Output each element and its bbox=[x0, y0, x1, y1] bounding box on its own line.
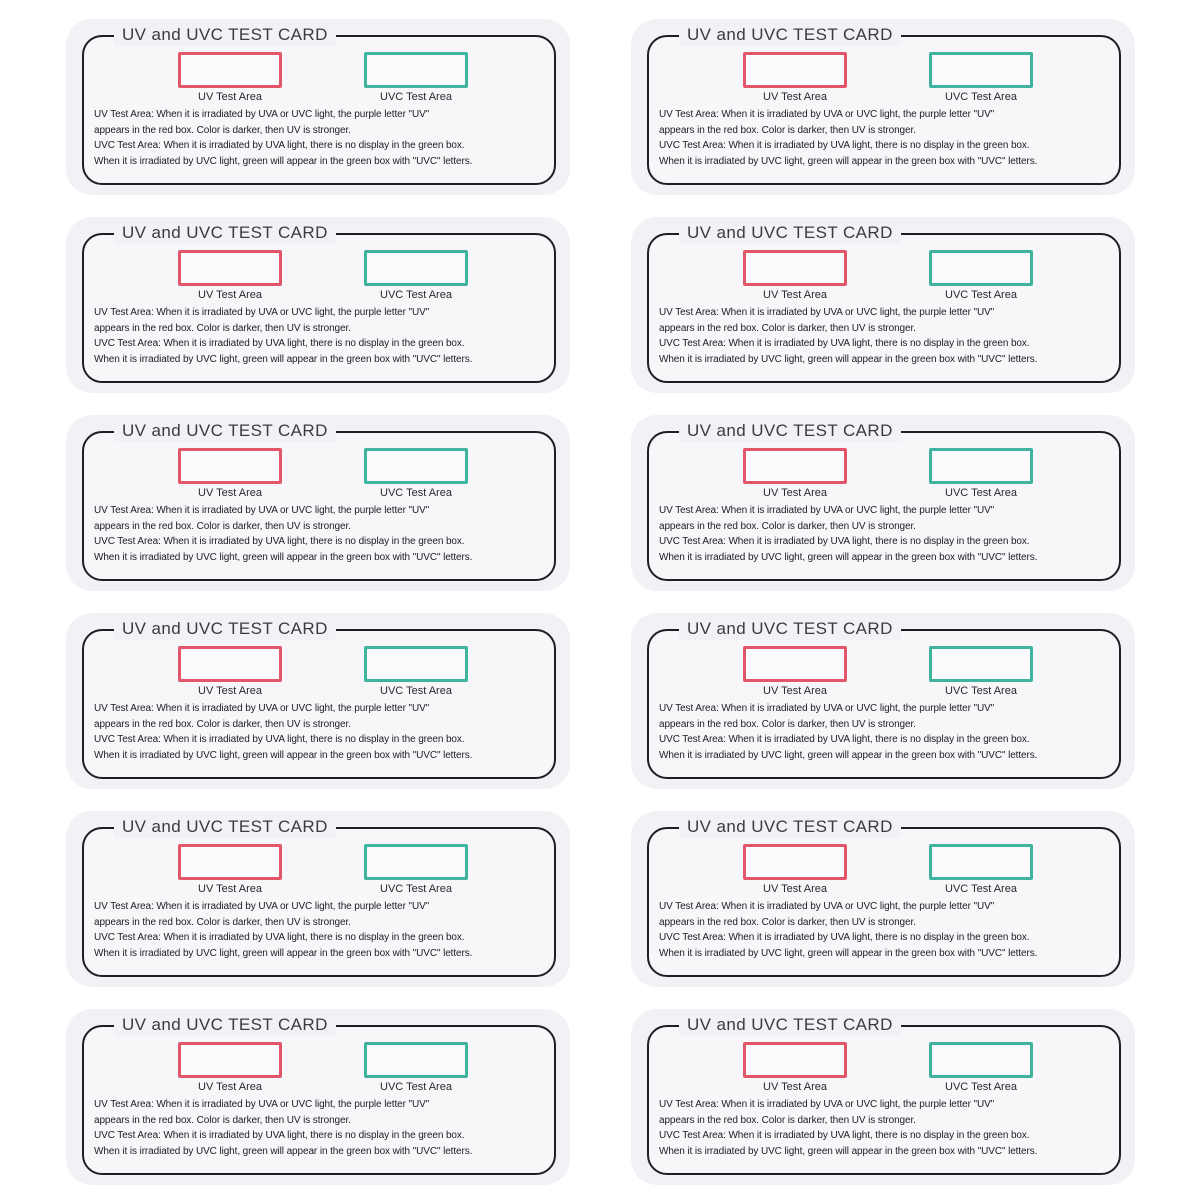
instruction-line: appears in the red box. Color is darker, then UV is stronger. bbox=[659, 322, 916, 334]
uvc-test-area-box bbox=[929, 1042, 1033, 1078]
uv-test-card bbox=[631, 217, 1135, 393]
uv-test-area-box bbox=[743, 250, 847, 286]
uv-test-area-label: UV Test Area bbox=[198, 487, 262, 499]
uvc-test-area-box bbox=[364, 844, 468, 880]
instruction-line: UV Test Area: When it is irradiated by UVA or UVC light, the purple letter "UV" bbox=[659, 901, 995, 912]
instruction-line: UV Test Area: When it is irradiated by UVA or UVC light, the purple letter "UV" bbox=[94, 703, 430, 714]
instruction-line: When it is irradiated by UVC light, green will appear in the green box with "UVC" letters. bbox=[94, 353, 473, 365]
uv-test-card bbox=[631, 613, 1135, 789]
uv-test-area-label: UV Test Area bbox=[198, 1081, 262, 1093]
uv-test-area-label: UV Test Area bbox=[198, 883, 262, 895]
instruction-line: UV Test Area: When it is irradiated by UVA or UVC light, the purple letter "UV" bbox=[94, 1099, 430, 1110]
instruction-line: UV Test Area: When it is irradiated by UVA or UVC light, the purple letter "UV" bbox=[94, 307, 430, 318]
uvc-test-area-label: UVC Test Area bbox=[945, 91, 1017, 103]
uvc-test-area-label: UVC Test Area bbox=[945, 289, 1017, 301]
instruction-line: appears in the red box. Color is darker, then UV is stronger. bbox=[659, 718, 916, 730]
uvc-test-area-box bbox=[364, 1042, 468, 1078]
card-title: UV and UVC TEST CARD bbox=[679, 24, 901, 46]
uv-test-card bbox=[66, 415, 570, 591]
uvc-test-area-box bbox=[929, 844, 1033, 880]
uvc-test-area-box bbox=[364, 250, 468, 286]
uv-test-area-box bbox=[743, 646, 847, 682]
instruction-line: UVC Test Area: When it is irradiated by UVA light, there is no display in the green box. bbox=[659, 338, 1030, 349]
uvc-test-area-label: UVC Test Area bbox=[945, 487, 1017, 499]
card-title: UV and UVC TEST CARD bbox=[679, 420, 901, 442]
instruction-line: appears in the red box. Color is darker, then UV is stronger. bbox=[94, 520, 351, 532]
instruction-line: When it is irradiated by UVC light, green will appear in the green box with "UVC" letters. bbox=[659, 551, 1038, 563]
uv-test-area-label: UV Test Area bbox=[763, 487, 827, 499]
card-instructions bbox=[94, 305, 554, 367]
card-instructions bbox=[659, 1097, 1119, 1159]
instruction-line: UVC Test Area: When it is irradiated by UVA light, there is no display in the green box. bbox=[94, 1130, 465, 1141]
uv-test-area-box bbox=[178, 844, 282, 880]
uv-test-card bbox=[66, 19, 570, 195]
instruction-line: When it is irradiated by UVC light, green will appear in the green box with "UVC" letters. bbox=[659, 155, 1038, 167]
instruction-line: appears in the red box. Color is darker, then UV is stronger. bbox=[659, 1114, 916, 1126]
uv-test-area-box bbox=[178, 646, 282, 682]
instruction-line: appears in the red box. Color is darker, then UV is stronger. bbox=[94, 124, 351, 136]
instruction-line: appears in the red box. Color is darker, then UV is stronger. bbox=[94, 1114, 351, 1126]
instruction-line: UV Test Area: When it is irradiated by UVA or UVC light, the purple letter "UV" bbox=[94, 109, 430, 120]
uv-test-area-box bbox=[743, 52, 847, 88]
instruction-line: UV Test Area: When it is irradiated by UVA or UVC light, the purple letter "UV" bbox=[659, 703, 995, 714]
uv-test-area-box bbox=[178, 448, 282, 484]
instruction-line: When it is irradiated by UVC light, green will appear in the green box with "UVC" letters. bbox=[659, 947, 1038, 959]
uv-test-card bbox=[631, 415, 1135, 591]
instruction-line: When it is irradiated by UVC light, green will appear in the green box with "UVC" letters. bbox=[94, 551, 473, 563]
instruction-line: appears in the red box. Color is darker, then UV is stronger. bbox=[659, 124, 916, 136]
instruction-line: UVC Test Area: When it is irradiated by UVA light, there is no display in the green box. bbox=[94, 932, 465, 943]
uv-test-area-label: UV Test Area bbox=[763, 1081, 827, 1093]
instruction-line: UVC Test Area: When it is irradiated by UVA light, there is no display in the green box. bbox=[94, 338, 465, 349]
uv-test-area-box bbox=[178, 52, 282, 88]
uv-test-area-box bbox=[743, 844, 847, 880]
card-title: UV and UVC TEST CARD bbox=[679, 816, 901, 838]
card-instructions bbox=[94, 899, 554, 961]
uv-test-card bbox=[631, 1009, 1135, 1185]
uv-test-card bbox=[631, 811, 1135, 987]
uv-test-area-label: UV Test Area bbox=[763, 883, 827, 895]
uv-test-area-box bbox=[178, 250, 282, 286]
card-title: UV and UVC TEST CARD bbox=[114, 816, 336, 838]
instruction-line: UV Test Area: When it is irradiated by UVA or UVC light, the purple letter "UV" bbox=[659, 1099, 995, 1110]
instruction-line: UVC Test Area: When it is irradiated by UVA light, there is no display in the green box. bbox=[659, 734, 1030, 745]
card-instructions bbox=[94, 107, 554, 169]
card-instructions bbox=[94, 1097, 554, 1159]
instruction-line: appears in the red box. Color is darker, then UV is stronger. bbox=[659, 916, 916, 928]
instruction-line: When it is irradiated by UVC light, green will appear in the green box with "UVC" letters. bbox=[659, 749, 1038, 761]
instruction-line: When it is irradiated by UVC light, green will appear in the green box with "UVC" letters. bbox=[94, 155, 473, 167]
uvc-test-area-box bbox=[364, 448, 468, 484]
uv-test-card bbox=[631, 19, 1135, 195]
uvc-test-area-label: UVC Test Area bbox=[380, 91, 452, 103]
uv-test-area-box bbox=[178, 1042, 282, 1078]
uvc-test-area-label: UVC Test Area bbox=[380, 1081, 452, 1093]
card-title: UV and UVC TEST CARD bbox=[114, 618, 336, 640]
card-title: UV and UVC TEST CARD bbox=[114, 1014, 336, 1036]
card-title: UV and UVC TEST CARD bbox=[114, 420, 336, 442]
uv-test-area-label: UV Test Area bbox=[763, 91, 827, 103]
instruction-line: appears in the red box. Color is darker, then UV is stronger. bbox=[94, 322, 351, 334]
uv-test-area-label: UV Test Area bbox=[763, 289, 827, 301]
uvc-test-area-box bbox=[929, 52, 1033, 88]
uvc-test-area-label: UVC Test Area bbox=[380, 883, 452, 895]
uvc-test-area-box bbox=[929, 646, 1033, 682]
uvc-test-area-label: UVC Test Area bbox=[945, 1081, 1017, 1093]
uvc-test-area-box bbox=[364, 52, 468, 88]
instruction-line: When it is irradiated by UVC light, green will appear in the green box with "UVC" letters. bbox=[659, 353, 1038, 365]
card-instructions bbox=[659, 305, 1119, 367]
card-title: UV and UVC TEST CARD bbox=[114, 222, 336, 244]
instruction-line: When it is irradiated by UVC light, green will appear in the green box with "UVC" letters. bbox=[94, 749, 473, 761]
card-title: UV and UVC TEST CARD bbox=[679, 618, 901, 640]
card-title: UV and UVC TEST CARD bbox=[114, 24, 336, 46]
uvc-test-area-label: UVC Test Area bbox=[945, 883, 1017, 895]
instruction-line: UVC Test Area: When it is irradiated by UVA light, there is no display in the green box. bbox=[659, 932, 1030, 943]
instruction-line: When it is irradiated by UVC light, green will appear in the green box with "UVC" letters. bbox=[659, 1145, 1038, 1157]
uv-test-area-box bbox=[743, 1042, 847, 1078]
card-instructions bbox=[659, 107, 1119, 169]
instruction-line: UVC Test Area: When it is irradiated by UVA light, there is no display in the green box. bbox=[659, 536, 1030, 547]
instruction-line: UVC Test Area: When it is irradiated by UVA light, there is no display in the green box. bbox=[659, 140, 1030, 151]
uvc-test-area-box bbox=[929, 250, 1033, 286]
instruction-line: When it is irradiated by UVC light, green will appear in the green box with "UVC" letters. bbox=[94, 1145, 473, 1157]
uvc-test-area-label: UVC Test Area bbox=[380, 487, 452, 499]
uv-test-area-label: UV Test Area bbox=[198, 91, 262, 103]
uvc-test-area-label: UVC Test Area bbox=[380, 289, 452, 301]
card-title: UV and UVC TEST CARD bbox=[679, 222, 901, 244]
uvc-test-area-box bbox=[364, 646, 468, 682]
uv-test-area-label: UV Test Area bbox=[198, 685, 262, 697]
uv-test-area-box bbox=[743, 448, 847, 484]
uvc-test-area-box bbox=[929, 448, 1033, 484]
instruction-line: UV Test Area: When it is irradiated by UVA or UVC light, the purple letter "UV" bbox=[659, 109, 995, 120]
instruction-line: When it is irradiated by UVC light, green will appear in the green box with "UVC" letters. bbox=[94, 947, 473, 959]
uv-test-area-label: UV Test Area bbox=[763, 685, 827, 697]
uv-test-card bbox=[66, 613, 570, 789]
instruction-line: appears in the red box. Color is darker, then UV is stronger. bbox=[659, 520, 916, 532]
instruction-line: appears in the red box. Color is darker, then UV is stronger. bbox=[94, 916, 351, 928]
instruction-line: UVC Test Area: When it is irradiated by UVA light, there is no display in the green box. bbox=[94, 140, 465, 151]
uvc-test-area-label: UVC Test Area bbox=[945, 685, 1017, 697]
uv-test-area-label: UV Test Area bbox=[198, 289, 262, 301]
uvc-test-area-label: UVC Test Area bbox=[380, 685, 452, 697]
instruction-line: UV Test Area: When it is irradiated by UVA or UVC light, the purple letter "UV" bbox=[659, 307, 995, 318]
instruction-line: UVC Test Area: When it is irradiated by UVA light, there is no display in the green box. bbox=[94, 536, 465, 547]
uv-test-card bbox=[66, 1009, 570, 1185]
uv-test-card bbox=[66, 811, 570, 987]
card-instructions bbox=[94, 503, 554, 565]
card-title: UV and UVC TEST CARD bbox=[679, 1014, 901, 1036]
card-instructions bbox=[659, 701, 1119, 763]
card-instructions bbox=[659, 899, 1119, 961]
instruction-line: UV Test Area: When it is irradiated by UVA or UVC light, the purple letter "UV" bbox=[94, 901, 430, 912]
uv-test-card bbox=[66, 217, 570, 393]
instruction-line: UV Test Area: When it is irradiated by UVA or UVC light, the purple letter "UV" bbox=[94, 505, 430, 516]
instruction-line: UVC Test Area: When it is irradiated by UVA light, there is no display in the green box. bbox=[659, 1130, 1030, 1141]
instruction-line: UVC Test Area: When it is irradiated by UVA light, there is no display in the green box. bbox=[94, 734, 465, 745]
card-instructions bbox=[94, 701, 554, 763]
instruction-line: UV Test Area: When it is irradiated by UVA or UVC light, the purple letter "UV" bbox=[659, 505, 995, 516]
instruction-line: appears in the red box. Color is darker, then UV is stronger. bbox=[94, 718, 351, 730]
card-instructions bbox=[659, 503, 1119, 565]
